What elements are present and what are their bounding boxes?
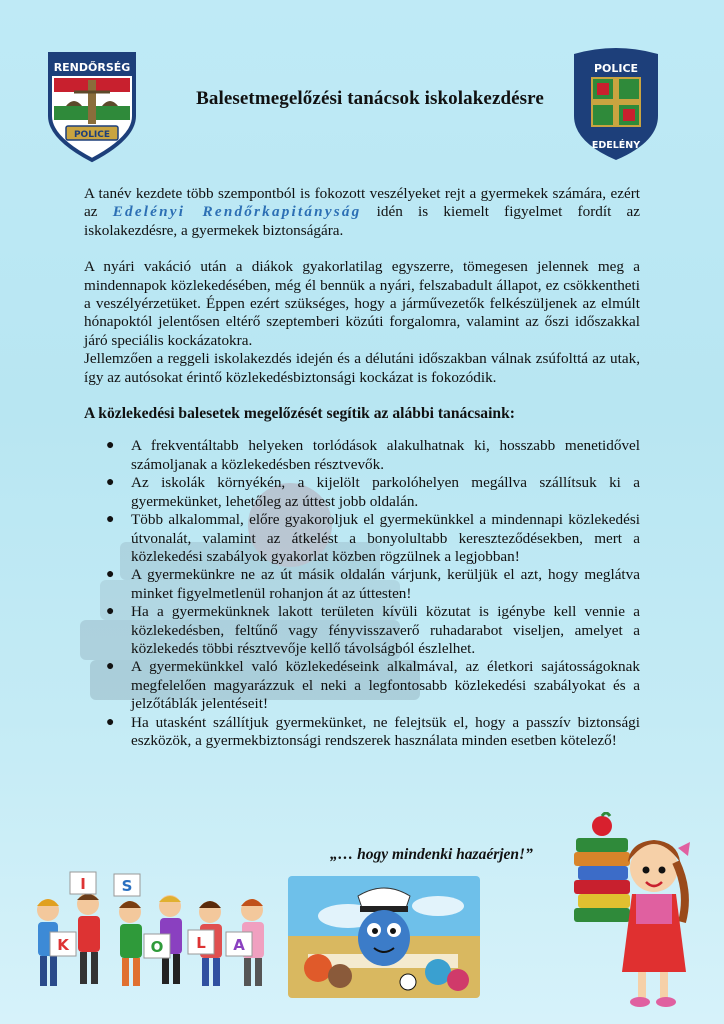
police-edeleny-badge-icon — [570, 44, 662, 162]
bullet-icon: ● — [106, 604, 115, 620]
intro-paragraph-2: A nyári vakáció után a diákok gyakorlatilag egyszerre, tömegesen jelennek meg a mindennapok közlekedésében, még él bennük a nyári, felszabadult állapot, ez csökkentheti a veszélyérzetüket. Éppen ezért szükséges, hogy a járművezetők felkészüljenek az elmúlt hónapoktól jelentősen eltérő szeptemberi közúti forgalomra, valamint az őszi időszakkal járó speciális kockázatokra. — [84, 258, 640, 349]
svg-text:A: A — [233, 936, 245, 954]
intro-paragraph-3: Jellemzően a reggeli iskolakezdés idején és a délutáni időszakban válnak zsúfolttá az utak, így az autósokat érintő közlekedésbiztonsági kockázat is fokozódik. — [84, 350, 640, 386]
list-item: ● Az iskolák környékén, a kijelölt parkolóhelyen megállva szállítsuk ki a gyermekünket, lehetőleg az úttest jobb oldalán. — [106, 474, 640, 510]
bullet-icon: ● — [106, 512, 115, 528]
svg-text:RENDŐRSÉG: RENDŐRSÉG — [53, 61, 131, 74]
slogan: „… hogy mindenki hazaérjen!” — [330, 846, 533, 863]
bullet-icon: ● — [106, 714, 115, 730]
list-item: ● A gyermekünkre ne az út másik oldalán várjunk, kerüljük el azt, hogy meglátva minket figyelmetlenül rohanjon át az úttesten! — [106, 566, 640, 602]
bullet-icon: ● — [106, 475, 115, 491]
bullet-icon: ● — [106, 438, 115, 454]
main-content — [84, 185, 640, 750]
svg-text:EDELÉNY: EDELÉNY — [591, 140, 641, 151]
cartoon-police-scene-illustration — [288, 876, 480, 998]
list-item: ● A gyermekünkkel való közlekedéseink alkalmával, az életkori sajátosságoknak megfelelően magyarázzuk el neki a legfontosabb közlekedési szabályokat és a jelzőtáblák jelentéseit! — [106, 658, 640, 713]
svg-text:POLICE: POLICE — [593, 62, 639, 75]
list-item: ● Ha utasként szállítjuk gyermekünket, ne felejtsük el, hogy a passzív biztonsági eszközök, a gyermekbiztonsági rendszerek használata minden esetben kötelező! — [106, 713, 640, 749]
kids-holding-letters-illustration — [30, 870, 280, 1000]
svg-text:S: S — [121, 877, 133, 895]
svg-text:L: L — [196, 934, 206, 952]
page-title: Balesetmegelőzési tanácsok iskolakezdésre — [196, 88, 544, 109]
rendorseg-police-badge-icon — [44, 46, 140, 164]
girl-with-books-illustration — [566, 812, 696, 1008]
tips-heading: A közlekedési balesetek megelőzését segítik az alábbi tanácsaink: — [84, 405, 515, 423]
intro-paragraph-1: A tanév kezdete több szempontból is fokozott veszélyeket rejt a gyermekek számára, ezért az Edelényi Rendőrkapitányság idén is kiemelt figyelmet fordít az iskolakezdésre, a gyermekek biztonságára. — [84, 185, 640, 239]
bullet-icon: ● — [106, 659, 115, 675]
organization-name: Edelényi Rendőrkapitányság — [112, 203, 362, 221]
svg-text:O: O — [150, 938, 164, 956]
svg-text:K: K — [57, 936, 69, 954]
list-item: ● Több alkalommal, előre gyakoroljuk el gyermekünkkel a mindennapi közlekedési útvonalát, valamint az átkelést a bonyolultabb kereszteződésekben, mert a közlekedési szabályok gyakorlat közben rögzülnek a legjobban! — [106, 511, 640, 565]
list-item: ● A frekventáltabb helyeken torlódások alakulhatnak ki, hosszabb menetidővel számoljanak a közlekedésben résztvevők. — [106, 437, 640, 473]
bullet-icon: ● — [106, 567, 115, 583]
svg-text:POLICE: POLICE — [73, 130, 111, 140]
tips-list — [84, 437, 640, 750]
svg-text:I: I — [80, 875, 86, 893]
list-item: ● Ha a gyermekünknek lakott területen kívüli közutat is igénybe kell vennie a közlekedésben, feltűnő vagy fényvisszaverő ruhadarabot viseljen, amelyet a közlekedés többi résztvevője kellő távolságból észlelhet. — [106, 603, 640, 657]
